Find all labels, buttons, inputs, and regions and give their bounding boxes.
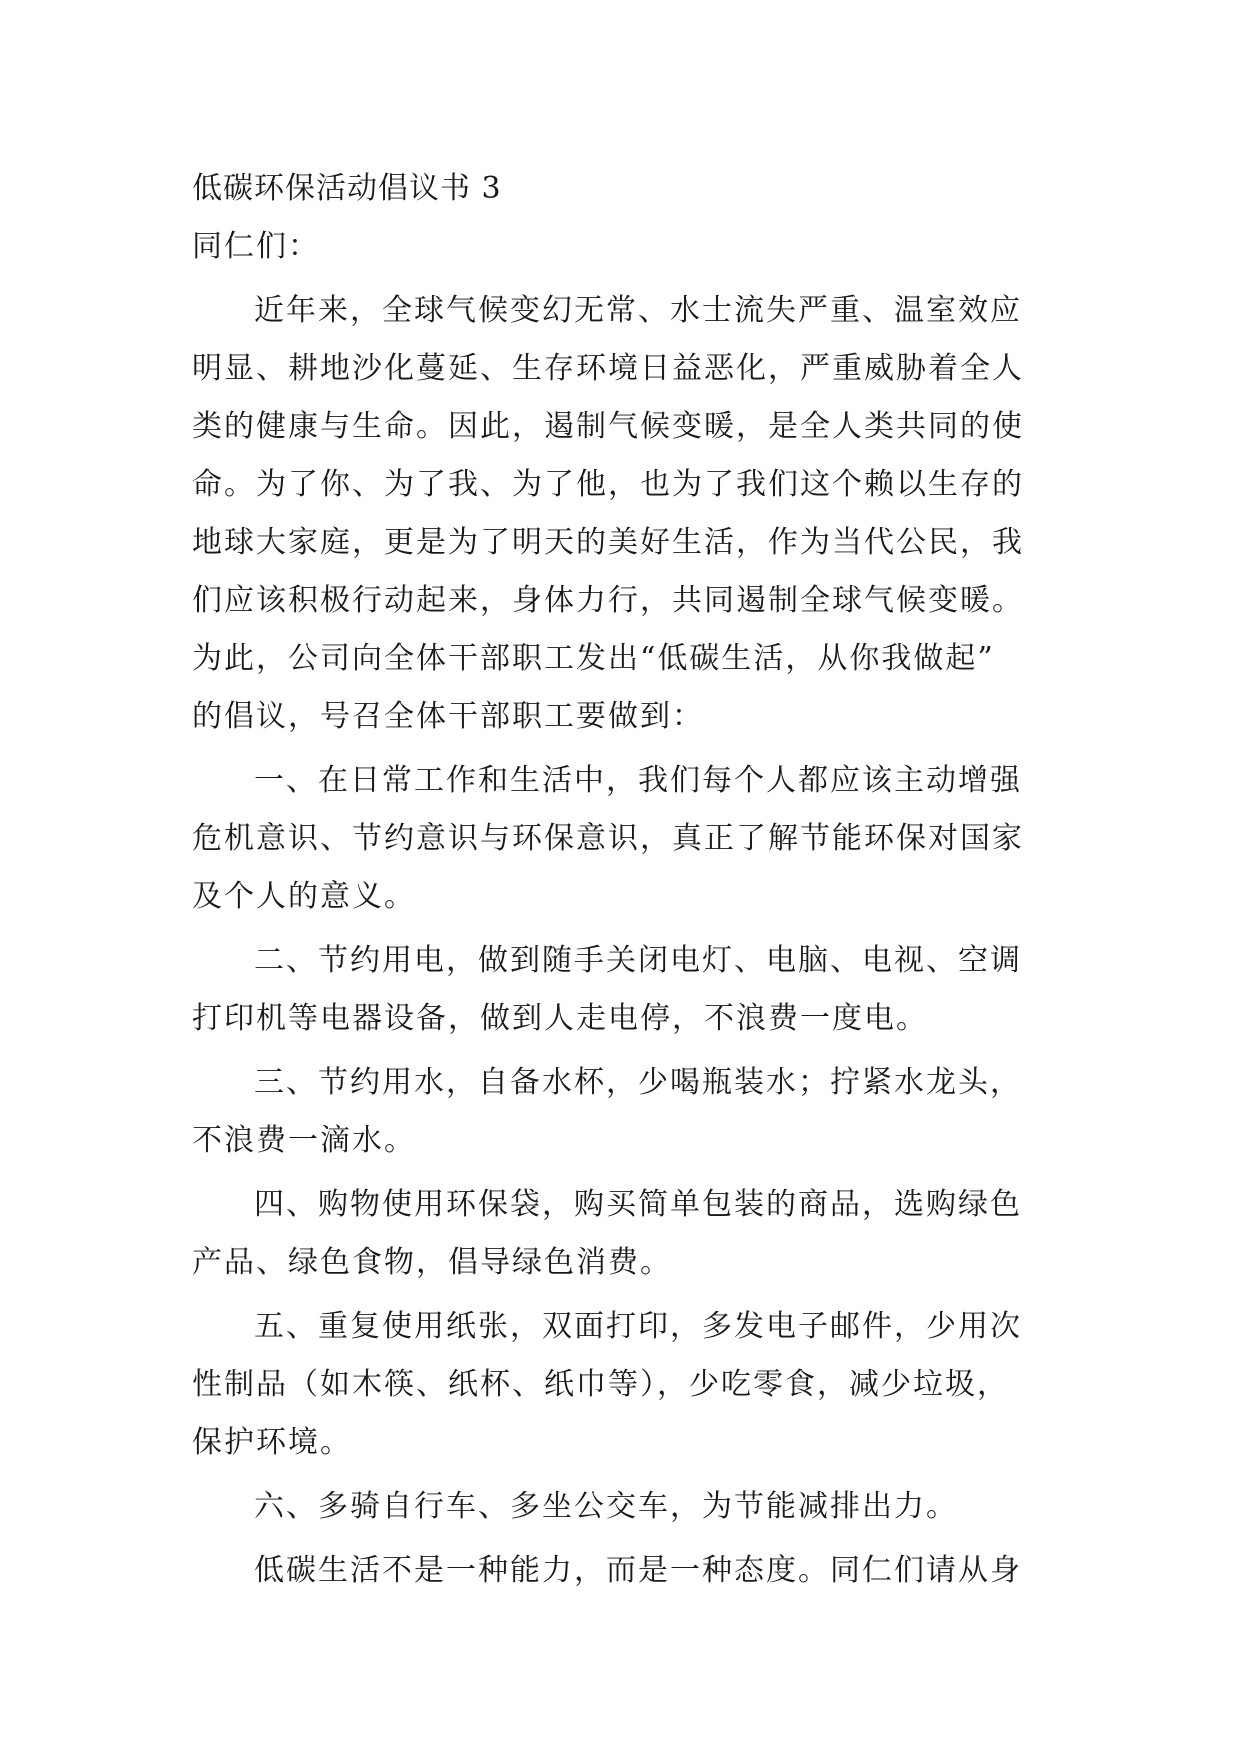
body-line: 地球大家庭，更是为了明天的美好生活，作为当代公民，我 bbox=[192, 525, 1024, 560]
body-line: 四、购物使用环保袋，购买简单包装的商品，选购绿色 bbox=[254, 1187, 1022, 1222]
body-line: 六、多骑自行车、多坐公交车，为节能减排出力。 bbox=[254, 1489, 958, 1524]
body-line: 近年来，全球气候变幻无常、水士流失严重、温室效应 bbox=[254, 293, 1022, 328]
body-line: 三、节约用水，自备水杯，少喝瓶装水；拧紧水龙头， bbox=[254, 1065, 1022, 1100]
salutation: 同仁们： bbox=[192, 229, 320, 264]
body-line: 低碳生活不是一种能力，而是一种态度。同仁们请从身 bbox=[254, 1553, 1022, 1588]
body-line: 命。为了你、为了我、为了他，也为了我们这个赖以生存的 bbox=[192, 467, 1024, 502]
body-line: 保护环境。 bbox=[192, 1425, 352, 1460]
body-line: 类的健康与生命。因此，遏制气候变暖，是全人类共同的使 bbox=[192, 409, 1024, 444]
body-line: 五、重复使用纸张，双面打印，多发电子邮件，少用次 bbox=[254, 1309, 1022, 1344]
body-line: 及个人的意义。 bbox=[192, 879, 416, 914]
body-line: 产品、绿色食物，倡导绿色消费。 bbox=[192, 1245, 672, 1280]
body-line: 二、节约用电，做到随手关闭电灯、电脑、电视、空调 bbox=[254, 943, 1022, 978]
body-line: 不浪费一滴水。 bbox=[192, 1123, 416, 1158]
body-line: 明显、耕地沙化蔓延、生存环境日益恶化，严重威胁着全人 bbox=[192, 351, 1024, 386]
body-line: 为此，公司向全体干部职工发出“低碳生活，从你我做起” bbox=[192, 641, 995, 676]
body-line: 一、在日常工作和生活中，我们每个人都应该主动增强 bbox=[254, 763, 1022, 798]
document-title: 低碳环保活动倡议书 3 bbox=[192, 171, 502, 206]
body-line: 性制品（如木筷、纸杯、纸巾等），少吃零食，减少垃圾， bbox=[192, 1367, 1009, 1402]
body-line: 的倡议，号召全体干部职工要做到： bbox=[192, 699, 704, 734]
body-line: 危机意识、节约意识与环保意识，真正了解节能环保对国家 bbox=[192, 821, 1024, 856]
body-line: 打印机等电器设备，做到人走电停，不浪费一度电。 bbox=[192, 1001, 928, 1036]
body-line: 们应该积极行动起来，身体力行，共同遏制全球气候变暖。 bbox=[192, 583, 1024, 618]
document-page bbox=[192, 160, 1052, 1600]
